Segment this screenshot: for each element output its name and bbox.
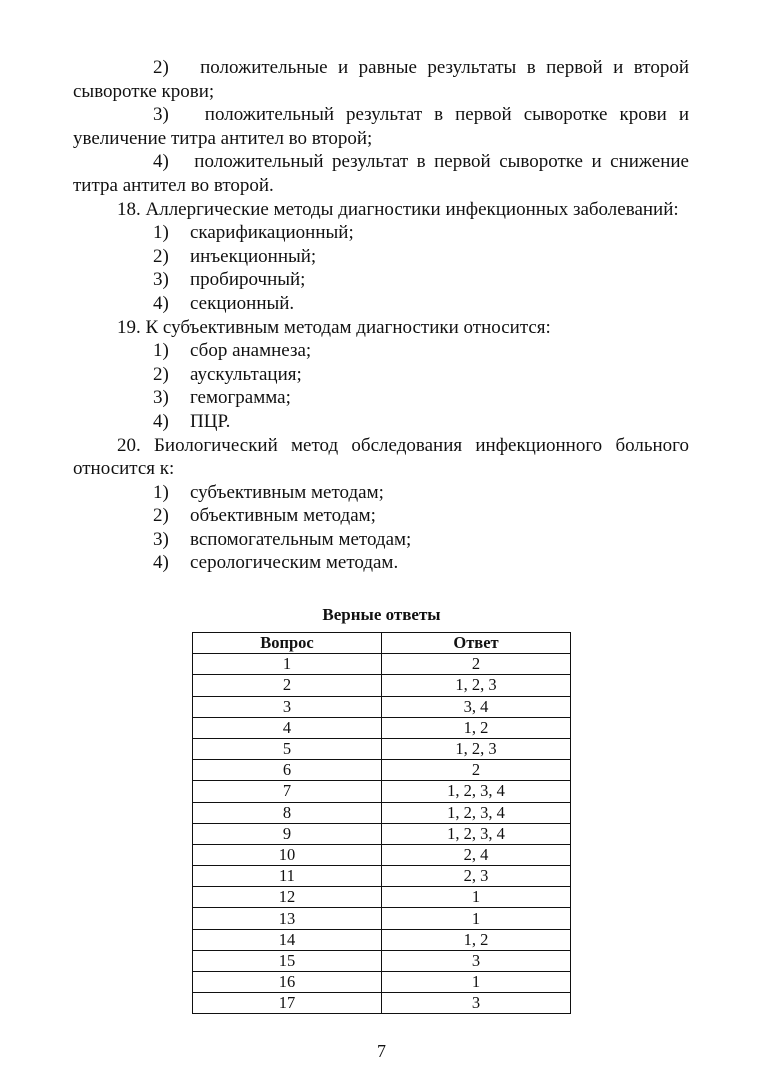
option-text: секционный.	[190, 292, 295, 314]
question-cell: 6	[193, 760, 382, 781]
option-text: серологическим методам.	[190, 552, 399, 574]
option-text: инъекционный;	[190, 245, 317, 267]
column-header-answer: Ответ	[382, 633, 571, 654]
question-cell: 4	[193, 717, 382, 738]
question-cell: 9	[193, 823, 382, 844]
q19-option	[73, 386, 689, 410]
table-header-row	[193, 633, 571, 654]
table-row	[193, 654, 571, 675]
answer-cell: 2	[382, 760, 571, 781]
question-cell: 3	[193, 696, 382, 717]
table-row	[193, 972, 571, 993]
question-cell: 15	[193, 950, 382, 971]
table-row	[193, 950, 571, 971]
option-text: гемограмма;	[190, 387, 291, 409]
question-cell: 11	[193, 866, 382, 887]
option-number: 1)	[153, 222, 169, 244]
table-row	[193, 760, 571, 781]
question-cell: 12	[193, 887, 382, 908]
q18-option	[73, 268, 689, 292]
option-text: пробирочный;	[190, 269, 306, 291]
answers-table-title: Верные ответы	[322, 605, 441, 624]
option-text: вспомогательным методам;	[190, 528, 412, 550]
q20-option	[73, 551, 689, 575]
option-text: ПЦР.	[190, 410, 231, 432]
option-number: 3)	[153, 269, 169, 291]
question-cell: 5	[193, 738, 382, 759]
option-number: 4)	[153, 410, 169, 432]
option-number: 1)	[153, 340, 169, 362]
q19-option	[73, 410, 689, 434]
q17-option-3: 3) положительный результат в первой сыворотке крови и увеличение титра антител во второй;	[73, 104, 689, 149]
q20-option	[73, 528, 689, 552]
q19-option	[73, 339, 689, 363]
q18-option	[73, 245, 689, 269]
option-text: скарификационный;	[190, 222, 354, 244]
question-cell: 10	[193, 844, 382, 865]
question-19: 19. К субъективным методам диагностики относится:	[117, 316, 551, 338]
answer-cell: 2	[382, 654, 571, 675]
q20-options	[73, 481, 689, 575]
q17-option-2: 2) положительные и равные результаты в первой и второй сыворотке крови;	[73, 57, 689, 102]
answer-cell: 2, 3	[382, 866, 571, 887]
question-cell: 13	[193, 908, 382, 929]
table-row	[193, 929, 571, 950]
answer-cell: 1, 2, 3	[382, 738, 571, 759]
option-number: 2)	[153, 245, 169, 267]
table-row	[193, 823, 571, 844]
question-20: 20. Биологический метод обследования инфекционного больного относится к:	[73, 434, 689, 480]
answer-cell: 1, 2, 3	[382, 675, 571, 696]
answer-cell: 3	[382, 950, 571, 971]
q18-options	[73, 221, 689, 315]
option-number: 2)	[153, 363, 169, 385]
answer-cell: 1	[382, 908, 571, 929]
q19-options	[73, 339, 689, 433]
table-row	[193, 675, 571, 696]
table-row	[193, 844, 571, 865]
table-row	[193, 696, 571, 717]
question-cell: 2	[193, 675, 382, 696]
question-cell: 8	[193, 802, 382, 823]
answer-cell: 1, 2	[382, 929, 571, 950]
answer-cell: 2, 4	[382, 844, 571, 865]
answer-cell: 1, 2, 3, 4	[382, 823, 571, 844]
answer-cell: 3	[382, 993, 571, 1014]
option-text: объективным методам;	[190, 505, 376, 527]
question-cell: 17	[193, 993, 382, 1014]
table-row	[193, 738, 571, 759]
q20-option	[73, 504, 689, 528]
q18-option	[73, 221, 689, 245]
answers-table	[192, 632, 571, 1014]
option-text: субъективным методам;	[190, 481, 384, 503]
option-number: 2)	[153, 505, 169, 527]
option-number: 1)	[153, 481, 169, 503]
option-number: 3)	[153, 387, 169, 409]
q17-option-4: 4) положительный результат в первой сыворотке и снижение титра антител во второй.	[73, 151, 689, 196]
answer-cell: 1, 2	[382, 717, 571, 738]
option-text: аускультация;	[190, 363, 302, 385]
table-row	[193, 887, 571, 908]
question-cell: 7	[193, 781, 382, 802]
table-row	[193, 802, 571, 823]
answer-cell: 1	[382, 887, 571, 908]
option-number: 4)	[153, 552, 169, 574]
answer-cell: 1	[382, 972, 571, 993]
page-number: 7	[377, 1041, 386, 1061]
q19-option	[73, 363, 689, 387]
questions-text	[73, 56, 689, 575]
table-row	[193, 717, 571, 738]
question-cell: 14	[193, 929, 382, 950]
question-cell: 16	[193, 972, 382, 993]
table-row	[193, 908, 571, 929]
option-text: сбор анамнеза;	[190, 340, 312, 362]
answer-cell: 1, 2, 3, 4	[382, 802, 571, 823]
answer-cell: 3, 4	[382, 696, 571, 717]
table-row	[193, 866, 571, 887]
option-number: 4)	[153, 292, 169, 314]
q20-option	[73, 481, 689, 505]
question-cell: 1	[193, 654, 382, 675]
q18-option	[73, 292, 689, 316]
column-header-question: Вопрос	[193, 633, 382, 654]
answer-cell: 1, 2, 3, 4	[382, 781, 571, 802]
table-row	[193, 781, 571, 802]
table-row	[193, 993, 571, 1014]
question-18: 18. Аллергические методы диагностики инфекционных заболеваний:	[117, 198, 679, 220]
option-number: 3)	[153, 528, 169, 550]
